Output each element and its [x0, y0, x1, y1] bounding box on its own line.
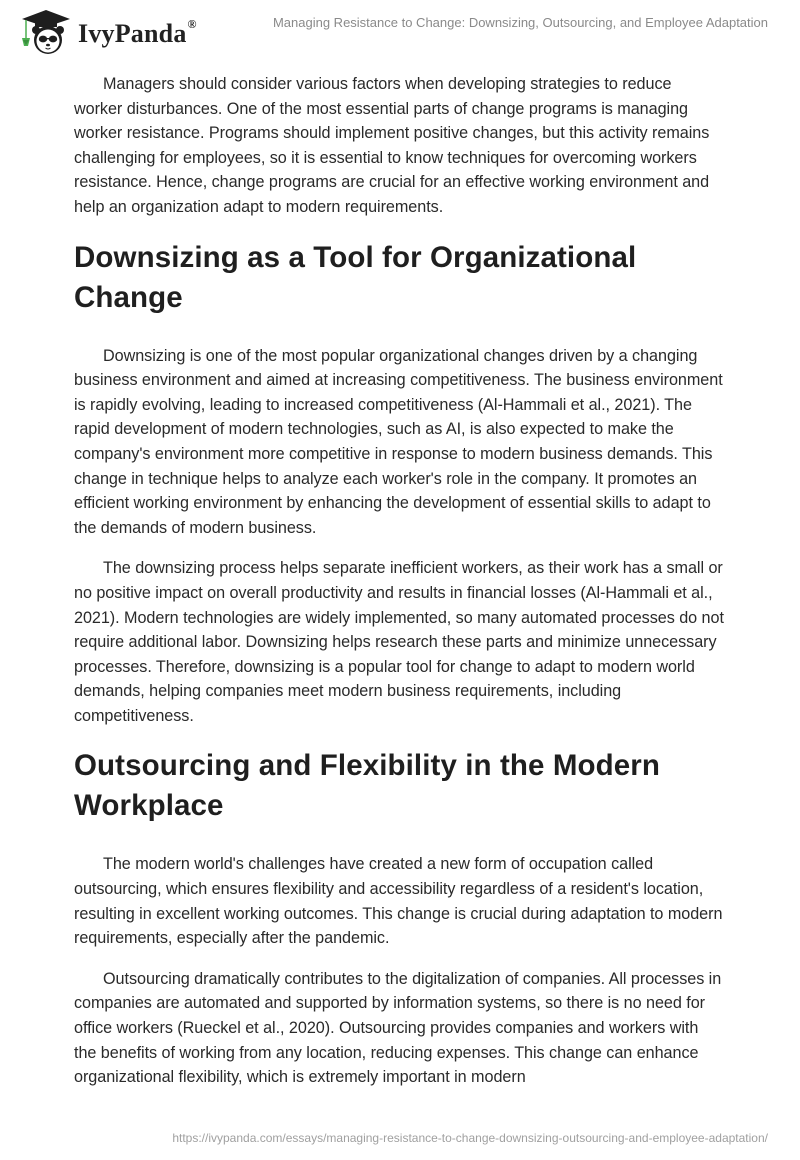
logo-wordmark: IvyPanda® — [78, 17, 197, 48]
section-heading-downsizing: Downsizing as a Tool for Organizational Change — [74, 240, 637, 314]
page-header — [0, 0, 800, 56]
panda-graduate-icon — [18, 8, 74, 56]
downsizing-paragraph-1: Downsizing is one of the most popular organizational changes driven by a changing business environment and aimed at increasing competitiveness. The business environment is rapidly evolving, leading to increased competitiveness (Al-Hammali et al., 2021). The rapid development of modern technologies, such as AI, is also expected to make the company's environment more competitive in response to modern business demands. This change in technique helps to analyze each worker's role in the company. It promotes an efficient working environment by enhancing the development of essential skills to adapt to the demands of modern business. — [74, 346, 723, 537]
downsizing-paragraph-2: The downsizing process helps separate inefficient workers, as their work has a small or no positive impact on overall productivity and results in financial losses (Al-Hammali et al., 2021). Modern technologies are widely implemented, so many automated processes do not require additional labor. Downsizing helps research these parts and minimize unnecessary processes. Therefore, downsizing is a popular tool for change to adapt to modern world demands, helping companies meet modern business requirements, including competitiveness. — [74, 559, 724, 725]
section-heading-outsourcing: Outsourcing and Flexibility in the Modern Workplace — [74, 749, 660, 823]
registered-mark: ® — [187, 17, 197, 31]
ivypanda-logo[interactable] — [18, 8, 197, 56]
outsourcing-paragraph-2: Outsourcing dramatically contributes to the digitalization of companies. All processes in companies are automated and supported by information systems, so there is no need for office workers (Rueckel et al., 2020). Outsourcing provides companies and workers with the benefits of working from any location, reducing expenses. This change can enhance organizational flexibility, which is extremely important in modern — [74, 969, 722, 1087]
outsourcing-paragraph-1: The modern world's challenges have created a new form of occupation called outsourcing, which ensures flexibility and accessibility regardless of a resident's location, resulting in excellent working outcomes. This change is crucial during adaptation to modern requirements, especially after the pandemic. — [74, 855, 723, 948]
source-url[interactable]: https://ivypanda.com/essays/managing-resistance-to-change-downsizing-outsourcing-and-employee-adaptation/ — [172, 1131, 768, 1145]
document-title: Managing Resistance to Change: Downsizing, Outsourcing, and Employee Adaptation — [272, 15, 768, 30]
essay-body — [74, 72, 724, 1106]
intro-paragraph: Managers should consider various factors when developing strategies to reduce worker disturbances. One of the most essential parts of change programs is managing worker resistance. Programs should implement positive changes, but this activity remains challenging for employees, so it is essential to know techniques for overcoming workers resistance. Hence, change programs are crucial for an effective working environment and help an organization adapt to modern requirements. — [74, 75, 710, 216]
